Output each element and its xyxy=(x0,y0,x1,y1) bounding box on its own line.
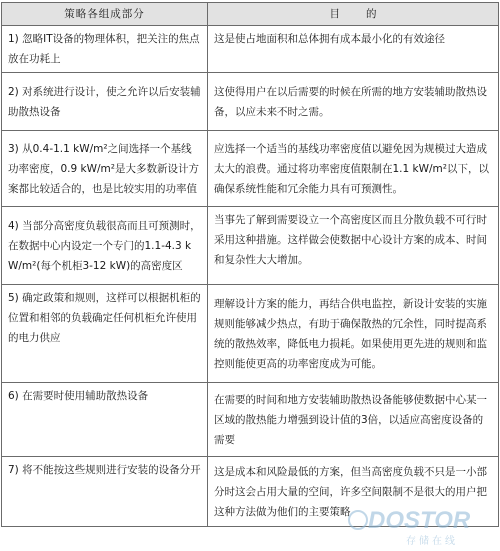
table-header-row xyxy=(2,3,499,26)
table-row xyxy=(2,383,499,457)
strategy-cell: 7) 将不能按这些规则进行安装的设备分开 xyxy=(2,457,208,527)
strategy-table xyxy=(1,2,499,527)
table-row xyxy=(2,207,499,285)
strategy-cell: 4) 当部分高密度负载很高而且可预测时，在数据中心内设定一个专门的1.1-4.3 kW/m²(每个机柜3-12 kW)的高密度区 xyxy=(2,207,208,285)
header-component: 策略各组成部分 xyxy=(2,3,208,26)
goal-cell: 当事先了解到需要设立一个高密度区而且分散负载不可行时采用这种措施。这样做会使数据中心设计方案的成本、时间和复杂性大大增加。 xyxy=(208,207,499,285)
strategy-cell: 5) 确定政策和规则，这样可以根据机柜的位置和相邻的负载确定任何机柜允许使用的电力供应 xyxy=(2,285,208,383)
watermark-tagline: 存储在线 xyxy=(406,536,458,547)
header-goal xyxy=(208,3,499,26)
watermark-logo-text: DOSTOR xyxy=(368,507,471,534)
table-row xyxy=(2,131,499,207)
goal-cell: 在需要的时间和地方安装辅助散热设备能够使数据中心某一区域的散热能力增强到设计值的3倍，以适应高密度设备的需要 xyxy=(208,383,499,457)
header-goal-left: 目 xyxy=(329,8,340,20)
header-goal-right: 的 xyxy=(366,8,377,20)
goal-cell: 这是使占地面积和总体拥有成本最小化的有效途径 xyxy=(208,26,499,73)
goal-cell: 这使得用户在以后需要的时候在所需的地方安装辅助散热设备，以应未来不时之需。 xyxy=(208,73,499,131)
goal-cell: 理解设计方案的能力，再结合供电监控，新设计安装的实施规则能够减少热点，有助于确保散热的冗余性，同时提高系统的散热效率，降低电力损耗。如果使用更先进的规则和监控则能使更高的功率密度成为可能。 xyxy=(208,285,499,383)
table-row xyxy=(2,26,499,73)
table-row xyxy=(2,285,499,383)
strategy-cell: 1) 忽略IT设备的物理体积，把关注的焦点放在功耗上 xyxy=(2,26,208,73)
goal-cell: 这是成本和风险最低的方案，但当高密度负载不只是一小部分时这会占用大量的空间，许多空间限制不是很大的用户把这种方法做为他们的主要策略 xyxy=(208,457,499,527)
strategy-cell: 3) 从0.4-1.1 kW/m²之间选择一个基线功率密度，0.9 kW/m²是大多数新设计方案都比较适合的，也是比较实用的功率值 xyxy=(2,131,208,207)
strategy-cell: 2) 对系统进行设计，使之允许以后安装辅助散热设备 xyxy=(2,73,208,131)
goal-cell: 应选择一个适当的基线功率密度值以避免因为规模过大造成太大的浪费。通过将功率密度值限制在1.1 kW/m²以下，以确保系统性能和冗余能力具有可预测性。 xyxy=(208,131,499,207)
table-row xyxy=(2,457,499,527)
table-row xyxy=(2,73,499,131)
strategy-cell: 6) 在需要时使用辅助散热设备 xyxy=(2,383,208,457)
